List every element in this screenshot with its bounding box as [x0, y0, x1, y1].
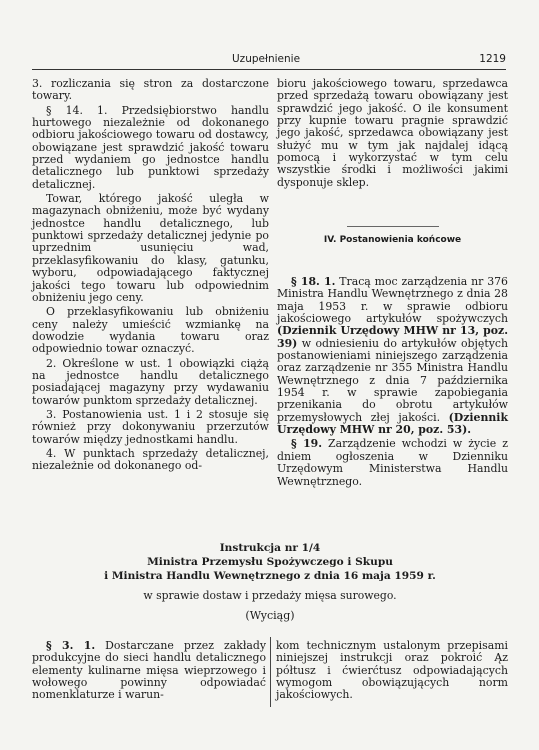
section-divider: [347, 226, 439, 227]
right-column-final-provisions: [277, 276, 508, 488]
column-divider: [270, 637, 271, 707]
paragraph: 2. Określone w ust. 1 obowiązki ciążą na jednostce handlu detalicznego posiadającej magazyny przy wydawaniu towarów punktom sprzedaży detalicznej.: [32, 356, 269, 407]
paragraph: bioru jakościowego towaru, sprzedawca przed sprzedażą towaru obowiązany jest sprawdzić jego jakość. O ile konsument przy kupnie towaru pragnie sprawdzić jego jakość, sprzedawca obowiązany jest służyć mu w tym jak najdalej idącą pomocą i wykorzystać w tym celu wszystkie środki i możliwości jakimi dysponuje sklep.: [277, 77, 508, 189]
instruction-issuer-date: i Ministra Handlu Wewnętrznego z dnia 16 maja 1959 r.: [104, 570, 436, 582]
section-number: § 3. 1.: [46, 639, 96, 652]
paragraph: 4. W punktach sprzedaży detalicznej, niezależnie od dokonanego od-: [32, 446, 269, 473]
header-rule: [32, 69, 506, 70]
paragraph: kom technicznym ustalonym przepisami niniejszej instrukcji oraz pokroić Ąz półtusz i ćwierćtusz odpowiadających wymogom obowiązujących norm jakościowych.: [276, 639, 508, 702]
section-title: Uzupełnienie: [232, 53, 301, 65]
section-number: § 19.: [291, 437, 323, 451]
paragraph: [277, 276, 508, 436]
paragraph-text: Zarządzenie wchodzi w życie z dniem ogłoszenia w Dzienniku Urzędowym Ministerstwa Handlu Wewnętrznego.: [277, 437, 508, 488]
paragraph: O przeklasyfikowaniu lub obniżeniu ceny należy umieścić wzmiankę na dowodzie wydania towaru oraz odpowiednio towar oznaczyć.: [32, 305, 269, 356]
section-number: § 18. 1.: [291, 275, 336, 288]
excerpt-note: (Wyciąg): [245, 609, 295, 622]
paragraph-text: w odniesieniu do artykułów objętych postanowieniami niniejszego zarządzenia oraz zarządzenie nr 355 Ministra Handlu Wewnętrznego z dnia 7 października 1954 r. w sprawie zapobiegania przenikania do obrotu artykułów przemysłowych złej jakości.: [277, 336, 508, 424]
paragraph: 3. Postanowienia ust. 1 i 2 stosuje się również przy dokonywaniu przerzutów towarów między jednostkami handlu.: [32, 407, 269, 446]
journal-reference: (Dziennik Urzędowy MHW nr 20, poz. 53).: [277, 410, 508, 437]
instruction-number: Instrukcja nr 1/4: [219, 542, 321, 554]
paragraph: § 14. 1. Przedsiębiorstwo handlu hurtowego niezależnie od dokonanego odbioru jakościowego towaru od dostawcy, obowiązane jest sprawdzić jakość towaru przed wydaniem go jednostce handlu detalicznego lub punktowi sprzedaży detalicznej.: [32, 103, 269, 191]
right-column-top: [277, 78, 508, 189]
subsection-title: IV. Postanowienia końcowe: [323, 235, 462, 245]
bottom-left-column: [32, 640, 266, 702]
paragraph: 3. rozliczania się stron za dostarczone towary.: [32, 77, 269, 103]
journal-reference: (Dziennik Urzędowy MHW nr 13, poz. 39): [277, 324, 508, 350]
left-column: [32, 78, 269, 473]
paragraph-text: Tracą moc zarządzenia nr 376 Ministra Handlu Wewnętrznego z dnia 28 maja 1953 r. w sprawie odbioru jakościowego artykułów spożywczych: [277, 275, 508, 326]
paragraph-text: Dostarczane przez zakłady produkcyjne do sieci handlu detalicznego elementy kulinarne mięsa wieprzowego i wołowego powinny odpowiadać nomenklaturze i warun-: [32, 639, 266, 702]
paragraph: [277, 438, 508, 487]
instruction-subject: w sprawie dostaw i przedaży mięsa surowego.: [143, 589, 397, 602]
paragraph: [32, 640, 266, 702]
running-header: [32, 53, 506, 69]
paragraph: Towar, którego jakość uległa w magazynach obniżeniu, może być wydany jednostce handlu detalicznego, lub punktowi sprzedaży detalicznej jedynie po uprzednim usunięciu wad, przeklasyfikowaniu do klasy, gatunku, wyboru, odpowiadającego faktycznej jakości tego towaru lub odpowiednim obniżeniu jego ceny.: [32, 192, 269, 304]
instruction-issuer: Ministra Przemysłu Spożywczego i Skupu: [147, 556, 393, 568]
page-number: 1219: [479, 53, 506, 65]
bottom-right-column: [276, 640, 508, 702]
